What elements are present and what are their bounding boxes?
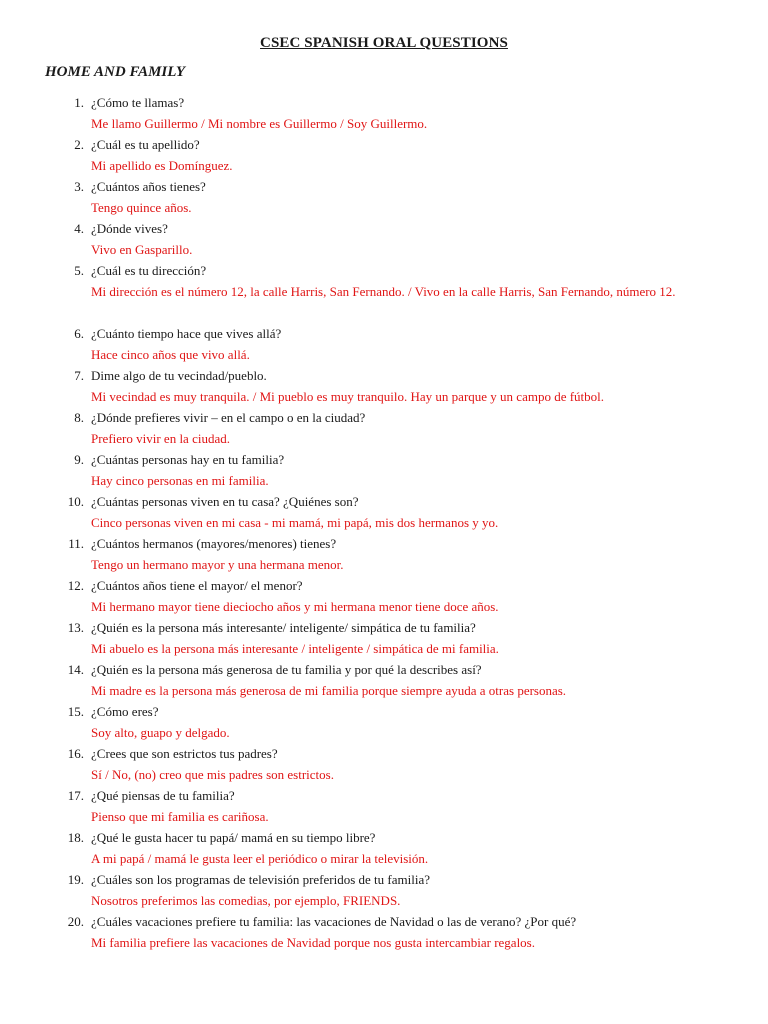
answer-text: Prefiero vivir en la ciudad. xyxy=(91,431,230,446)
answer-text: Mi dirección es el número 12, la calle Harris, San Fernando. / Vivo en la calle Harris, San Fernando, número 12. xyxy=(91,284,676,299)
item-number: 20. xyxy=(67,914,84,929)
document-title: CSEC SPANISH ORAL QUESTIONS xyxy=(260,35,508,51)
item-number: 19. xyxy=(67,872,84,887)
item-number: 15. xyxy=(67,704,84,719)
question-text: ¿Qué piensas de tu familia? xyxy=(91,788,235,803)
question-text: ¿Dónde prefieres vivir – en el campo o en la ciudad? xyxy=(91,410,366,425)
answer-text: A mi papá / mamá le gusta leer el periódico o mirar la televisión. xyxy=(91,851,429,866)
answer-text: Nosotros preferimos las comedias, por ejemplo, FRIENDS. xyxy=(91,893,401,908)
question-text: ¿Cuántos hermanos (mayores/menores) tienes? xyxy=(91,536,337,551)
answer-text: Hay cinco personas en mi familia. xyxy=(91,473,269,488)
answer-text: Tengo un hermano mayor y una hermana menor. xyxy=(91,557,344,572)
list-item xyxy=(0,218,768,260)
item-number: 4. xyxy=(74,221,84,236)
answer-text: Cinco personas viven en mi casa - mi mamá, mi papá, mis dos hermanos y yo. xyxy=(91,515,499,530)
list-item xyxy=(0,743,768,785)
question-list xyxy=(0,92,768,953)
list-item xyxy=(0,365,768,407)
question-text: ¿Cuánto tiempo hace que vives allá? xyxy=(91,326,282,341)
question-text: ¿Cuántos años tiene el mayor/ el menor? xyxy=(91,578,303,593)
item-number: 14. xyxy=(67,662,84,677)
list-item xyxy=(0,827,768,869)
item-number: 12. xyxy=(67,578,84,593)
answer-text: Vivo en Gasparillo. xyxy=(91,242,193,257)
question-text: ¿Cuáles vacaciones prefiere tu familia: las vacaciones de Navidad o las de verano? ¿Por qué? xyxy=(91,914,577,929)
question-text: ¿Cuántas personas hay en tu familia? xyxy=(91,452,285,467)
item-number: 2. xyxy=(74,137,84,152)
item-number: 1. xyxy=(74,95,84,110)
answer-text: Mi vecindad es muy tranquila. / Mi pueblo es muy tranquilo. Hay un parque y un campo de fútbol. xyxy=(91,389,605,404)
item-number: 16. xyxy=(67,746,84,761)
list-item xyxy=(0,260,768,323)
item-number: 17. xyxy=(67,788,84,803)
list-item xyxy=(0,533,768,575)
answer-text: Mi hermano mayor tiene dieciocho años y mi hermana menor tiene doce años. xyxy=(91,599,499,614)
answer-text: Mi madre es la persona más generosa de mi familia porque siempre ayuda a otras personas. xyxy=(91,683,567,698)
answer-text: Tengo quince años. xyxy=(91,200,192,215)
question-text: ¿Quién es la persona más interesante/ inteligente/ simpática de tu familia? xyxy=(91,620,476,635)
question-text: Dime algo de tu vecindad/pueblo. xyxy=(91,368,267,383)
answer-text: Mi familia prefiere las vacaciones de Navidad porque nos gusta intercambiar regalos. xyxy=(91,935,535,950)
item-number: 5. xyxy=(74,263,84,278)
question-text: ¿Cuáles son los programas de televisión preferidos de tu familia? xyxy=(91,872,430,887)
list-item xyxy=(0,449,768,491)
list-item xyxy=(0,323,768,365)
item-number: 10. xyxy=(67,494,84,509)
answer-text: Sí / No, (no) creo que mis padres son estrictos. xyxy=(91,767,334,782)
answer-text: Mi abuelo es la persona más interesante / inteligente / simpática de mi familia. xyxy=(91,641,499,656)
question-text: ¿Cuál es tu apellido? xyxy=(91,137,200,152)
list-item xyxy=(0,134,768,176)
question-text: ¿Cómo eres? xyxy=(91,704,159,719)
list-item xyxy=(0,575,768,617)
question-text: ¿Qué le gusta hacer tu papá/ mamá en su tiempo libre? xyxy=(91,830,376,845)
list-item xyxy=(0,659,768,701)
item-number: 3. xyxy=(74,179,84,194)
list-item xyxy=(0,407,768,449)
question-text: ¿Cuántos años tienes? xyxy=(91,179,206,194)
list-item xyxy=(0,176,768,218)
question-text: ¿Quién es la persona más generosa de tu familia y por qué la describes así? xyxy=(91,662,482,677)
item-number: 9. xyxy=(74,452,84,467)
list-item xyxy=(0,701,768,743)
question-text: ¿Dónde vives? xyxy=(91,221,168,236)
list-item xyxy=(0,491,768,533)
list-item xyxy=(0,92,768,134)
item-number: 18. xyxy=(67,830,84,845)
answer-text: Hace cinco años que vivo allá. xyxy=(91,347,250,362)
section-heading: HOME AND FAMILY xyxy=(45,64,186,80)
list-item xyxy=(0,869,768,911)
item-number: 7. xyxy=(74,368,84,383)
question-text: ¿Cuántas personas viven en tu casa? ¿Quiénes son? xyxy=(91,494,359,509)
question-text: ¿Cómo te llamas? xyxy=(91,95,185,110)
question-text: ¿Cuál es tu dirección? xyxy=(91,263,207,278)
item-number: 11. xyxy=(68,536,84,551)
item-number: 6. xyxy=(74,326,84,341)
question-text: ¿Crees que son estrictos tus padres? xyxy=(91,746,278,761)
list-item xyxy=(0,617,768,659)
answer-text: Mi apellido es Domínguez. xyxy=(91,158,233,173)
item-number: 13. xyxy=(67,620,84,635)
answer-text: Me llamo Guillermo / Mi nombre es Guillermo / Soy Guillermo. xyxy=(91,116,428,131)
answer-text: Pienso que mi familia es cariñosa. xyxy=(91,809,269,824)
list-item xyxy=(0,911,768,953)
answer-text: Soy alto, guapo y delgado. xyxy=(91,725,230,740)
item-number: 8. xyxy=(74,410,84,425)
list-item xyxy=(0,785,768,827)
